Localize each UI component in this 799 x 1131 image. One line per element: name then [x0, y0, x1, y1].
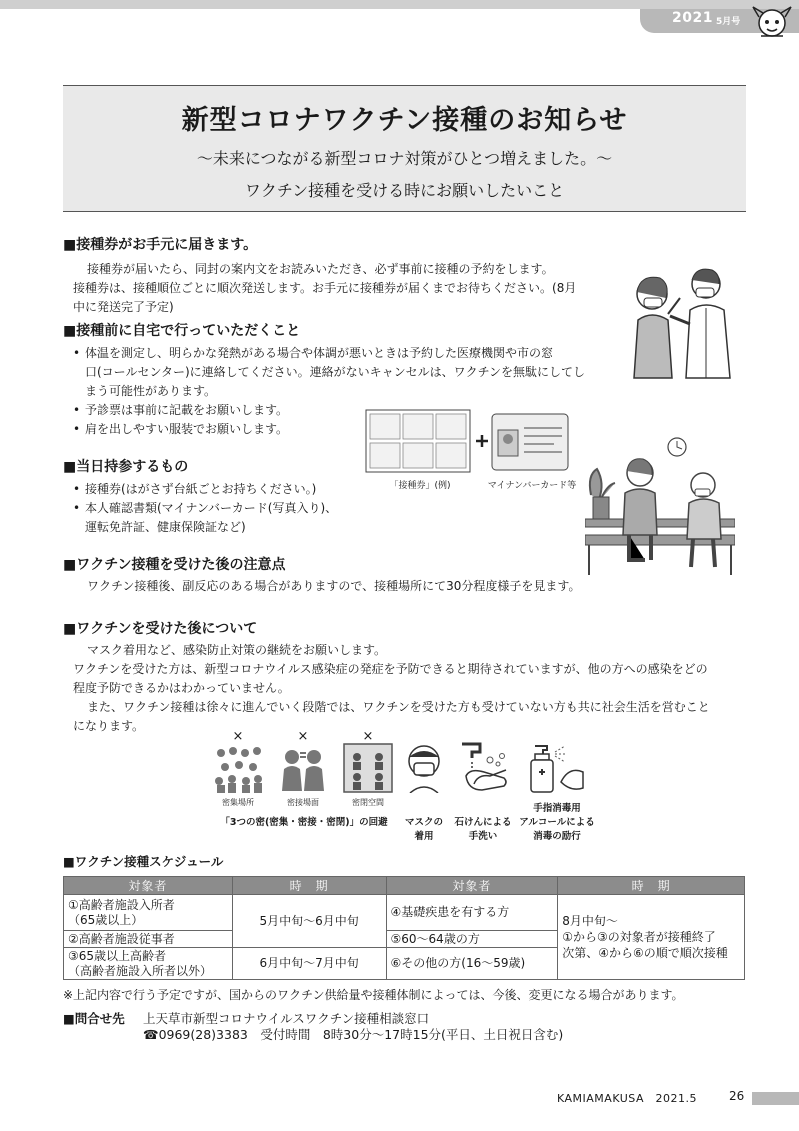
mask-caption: マスクの 着用	[404, 817, 443, 842]
contact-label: ■問合せ先	[63, 1011, 125, 1026]
section-heading-home: ■接種前に自宅で行っていただくこと	[63, 323, 301, 339]
list-item: • 予診票は事前に記載をお願いします。	[73, 403, 289, 417]
mascot-icon	[747, 3, 797, 41]
page-number: 26	[729, 1089, 745, 1103]
hand-sanitizer-icon	[525, 742, 585, 797]
table-cell: ①高齢者施設入所者 （65歳以上）	[64, 895, 233, 931]
paragraph: マスク着用など、感染防止対策の継続をお願いします。	[87, 643, 387, 657]
hand-washing-icon	[460, 740, 510, 795]
section-heading-ticket: ■接種券がお手元に届きます。	[63, 237, 258, 253]
page-title: 新型コロナワクチン接種のお知らせ	[181, 105, 628, 136]
mask-icon	[406, 743, 442, 793]
column-header: 時 期	[558, 877, 745, 895]
list-item-continued: 口(コールセンター)に連絡してください。連絡がないキャンセルは、ワクチンを無駄にしてし	[85, 365, 586, 379]
crowded-place-caption: 密集場所	[222, 798, 254, 807]
x-mark: ×	[362, 729, 374, 744]
table-cell: ④基礎疾患を有する方	[386, 895, 558, 931]
close-contact-caption: 密接場面	[287, 798, 319, 807]
table-cell: 6月中旬〜7月中旬	[232, 948, 386, 980]
paragraph: また、ワクチン接種は徐々に進んでいく段階では、ワクチンを受けた方も受けていない方も共に社会生活を営むこと	[87, 700, 710, 714]
table-cell: 8月中旬〜 ①から③の対象者が接種終了 次第、④から⑥の順で順次接種	[558, 895, 745, 980]
contact-phone-hours: ☎0969(28)3383 受付時間 8時30分〜17時15分(平日、土日祝日含む)	[143, 1027, 564, 1042]
closed-space-caption: 密閉空間	[352, 798, 384, 807]
list-item: • 本人確認書類(マイナンバーカード(写真入り)、	[73, 501, 338, 515]
column-header: 対象者	[386, 877, 558, 895]
table-cell: 5月中旬〜6月中旬	[232, 895, 386, 948]
table-cell: ③65歳以上高齢者 （高齢者施設入所者以外）	[64, 948, 233, 980]
three-c-caption: 「3つの密(密集・密接・密閉)」の回避	[220, 817, 388, 828]
close-contact-icon	[278, 743, 328, 793]
paragraph: ワクチン接種後、副反応のある場合がありますので、接種場所にて30分程度様子を見ます。	[87, 579, 581, 593]
column-header: 対象者	[64, 877, 233, 895]
page-subtitle-2: ワクチン接種を受ける時にお願いしたいこと	[244, 181, 565, 200]
paragraph: 程度予防できるかはわかっていません。	[73, 681, 290, 695]
table-cell: ⑤60〜64歳の方	[386, 931, 558, 948]
paragraph: 接種券は、接種順位ごとに順次発送します。お手元に接種券が届くまでお待ちください。(8月	[73, 281, 577, 295]
list-item: • 接種券(はがさず台紙ごとお持ちください。)	[73, 482, 317, 496]
waiting-bench-illustration	[585, 435, 735, 580]
list-item: • 肩を出しやすい服装でお願いします。	[73, 422, 289, 436]
hand-washing-caption: 石けんによる 手洗い	[454, 817, 512, 842]
x-mark: ×	[297, 729, 309, 744]
issue-year: 2021	[672, 10, 713, 26]
card-caption: マイナンバーカード等	[487, 481, 577, 491]
footnote: ※上記内容で行う予定ですが、国からのワクチン供給量や接種体制によっては、今後、変更になる場合があります。	[63, 988, 684, 1002]
schedule-table	[63, 876, 745, 980]
schedule-heading: ■ワクチン接種スケジュール	[63, 854, 224, 869]
paragraph: になります。	[73, 719, 145, 733]
top-bar	[0, 0, 799, 9]
vaccination-illustration	[620, 258, 740, 380]
list-item-continued: 運転免許証、健康保険証など)	[85, 520, 246, 534]
hand-sanitizer-caption: 手指消毒用 アルコールによる 消毒の励行	[519, 803, 595, 842]
section-heading-after-vaccine: ■ワクチンを受けた後について	[63, 621, 258, 637]
paragraph: 接種券が届いたら、同封の案内文をお読みいただき、必ず事前に接種の予約をします。	[87, 262, 554, 276]
footer-publication: KAMIAMAKUSA 2021.5	[557, 1092, 697, 1105]
paragraph: ワクチンを受けた方は、新型コロナウイルス感染症の発症を予防できると期待されていますが、他の方への感染をどの	[73, 662, 708, 676]
title-box	[63, 85, 746, 212]
ticket-caption: 「接種券」(例)	[389, 481, 451, 491]
list-item-continued: まう可能性があります。	[85, 384, 217, 398]
list-item: • 体温を測定し、明らかな発熱がある場合や体調が悪いときは予約した医療機関や市の窓	[73, 346, 554, 360]
paragraph: 中に発送完了予定)	[73, 300, 174, 314]
page-subtitle: 〜未来につながる新型コロナ対策がひとつ増えました。〜	[196, 149, 613, 168]
x-mark: ×	[232, 729, 244, 744]
footer-bar	[752, 1092, 799, 1105]
closed-space-icon	[343, 743, 393, 793]
table-cell: ⑥その他の方(16〜59歳)	[386, 948, 558, 980]
issue-month: 5月号	[716, 17, 741, 27]
contact-office: 上天草市新型コロナウイルスワクチン接種相談窓口	[143, 1011, 430, 1026]
section-heading-after-shot: ■ワクチン接種を受けた後の注意点	[63, 557, 286, 573]
table-cell: ②高齢者施設従事者	[64, 931, 233, 948]
ticket-and-card-illustration	[364, 408, 572, 478]
section-heading-bring: ■当日持参するもの	[63, 459, 189, 475]
column-header: 時 期	[232, 877, 386, 895]
crowded-place-icon	[213, 743, 263, 793]
